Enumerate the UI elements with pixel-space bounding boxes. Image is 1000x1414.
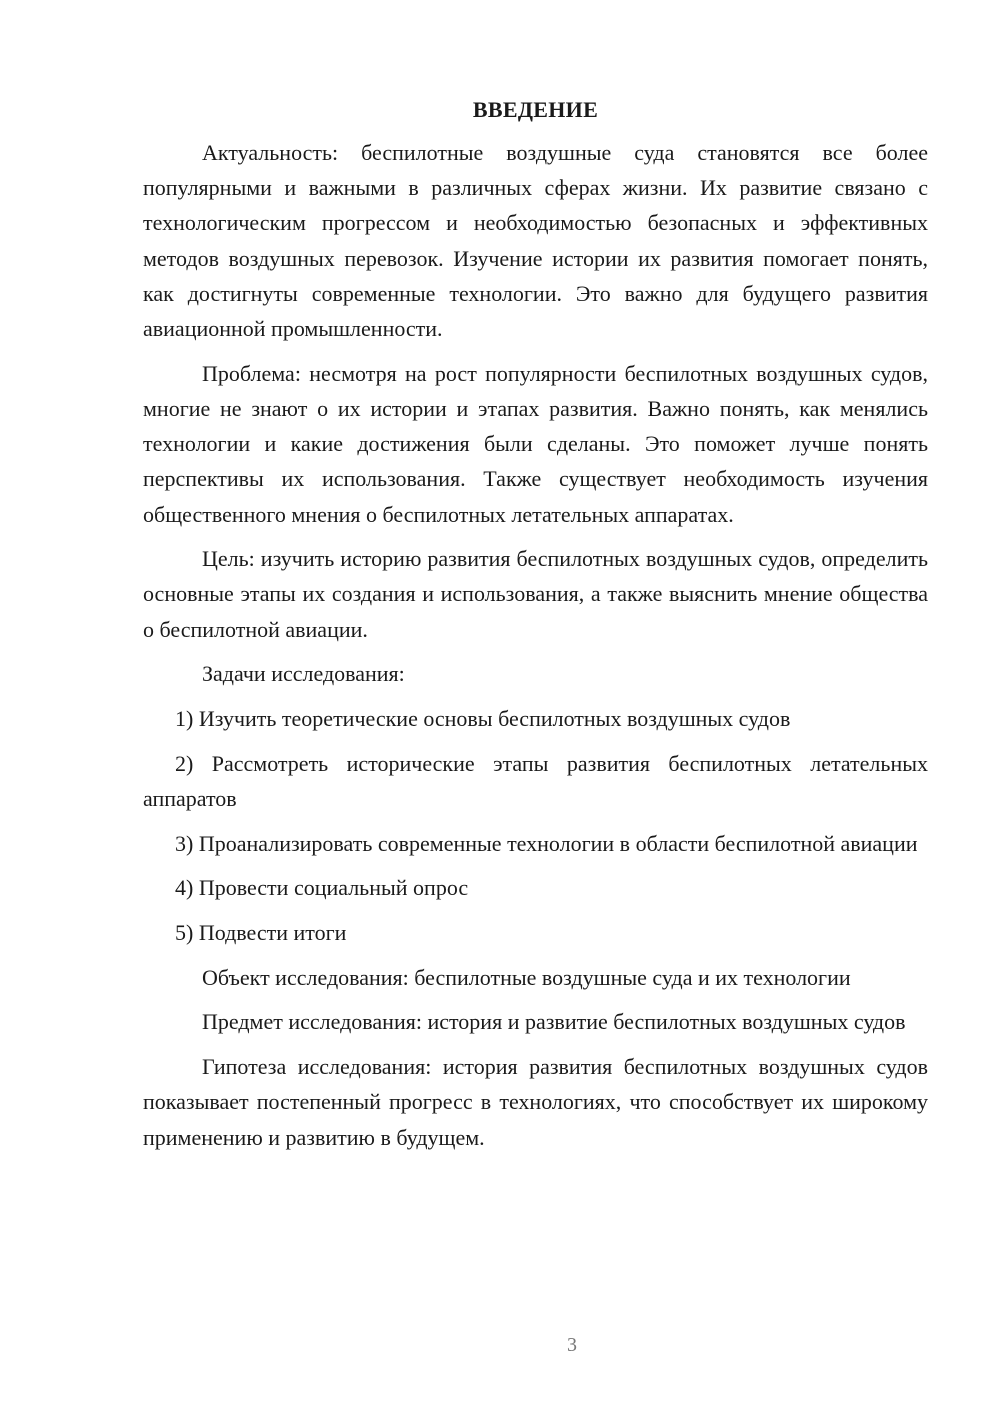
document-page xyxy=(143,92,928,1164)
hypothesis-paragraph: Гипотеза исследования: история развития беспилотных воздушных судов показывает постепенный прогресс в технологиях, что способствует их широкому применению и развитию в будущем. xyxy=(143,1054,928,1150)
subject-paragraph: Предмет исследования: история и развитие беспилотных воздушных судов xyxy=(202,1009,906,1035)
task-item-4: 4) Провести социальный опрос xyxy=(175,875,469,901)
task-item-1: 1) Изучить теоретические основы беспилотных воздушных судов xyxy=(175,706,791,732)
page-title: ВВЕДЕНИЕ xyxy=(472,97,599,122)
task-item-2: 2) Рассмотреть исторические этапы развития беспилотных летательных аппаратов xyxy=(143,750,928,811)
page-number: 3 xyxy=(567,1334,577,1356)
problem-paragraph: Проблема: несмотря на рост популярности беспилотных воздушных судов, многие не знают о их истории и этапах развития. Важно понять, как менялись технологии и какие достижения были сделаны. Это поможет лучше понять перспективы их использования. Также существует необходимость изучения общественного мнения о беспилотных летательных аппаратах. xyxy=(143,360,928,527)
object-paragraph: Объект исследования: беспилотные воздушные суда и их технологии xyxy=(202,964,851,990)
tasks-heading: Задачи исследования: xyxy=(202,661,405,687)
goal-paragraph: Цель: изучить историю развития беспилотных воздушных судов, определить основные этапы их создания и использования, а также выяснить мнение общества о беспилотной авиации. xyxy=(143,546,928,642)
task-item-5: 5) Подвести итоги xyxy=(175,920,347,946)
task-item-3: 3) Проанализировать современные технологии в области беспилотной авиации xyxy=(175,830,918,856)
relevance-paragraph: Актуальность: беспилотные воздушные суда становятся все более популярными и важными в различных сферах жизни. Их развитие связано с технологическим прогрессом и необходимостью безопасных и эффективных методов воздушных перевозок. Изучение истории их развития помогает понять, как достигнуты современные технологии. Это важно для будущего развития авиационной промышленности. xyxy=(143,140,928,342)
